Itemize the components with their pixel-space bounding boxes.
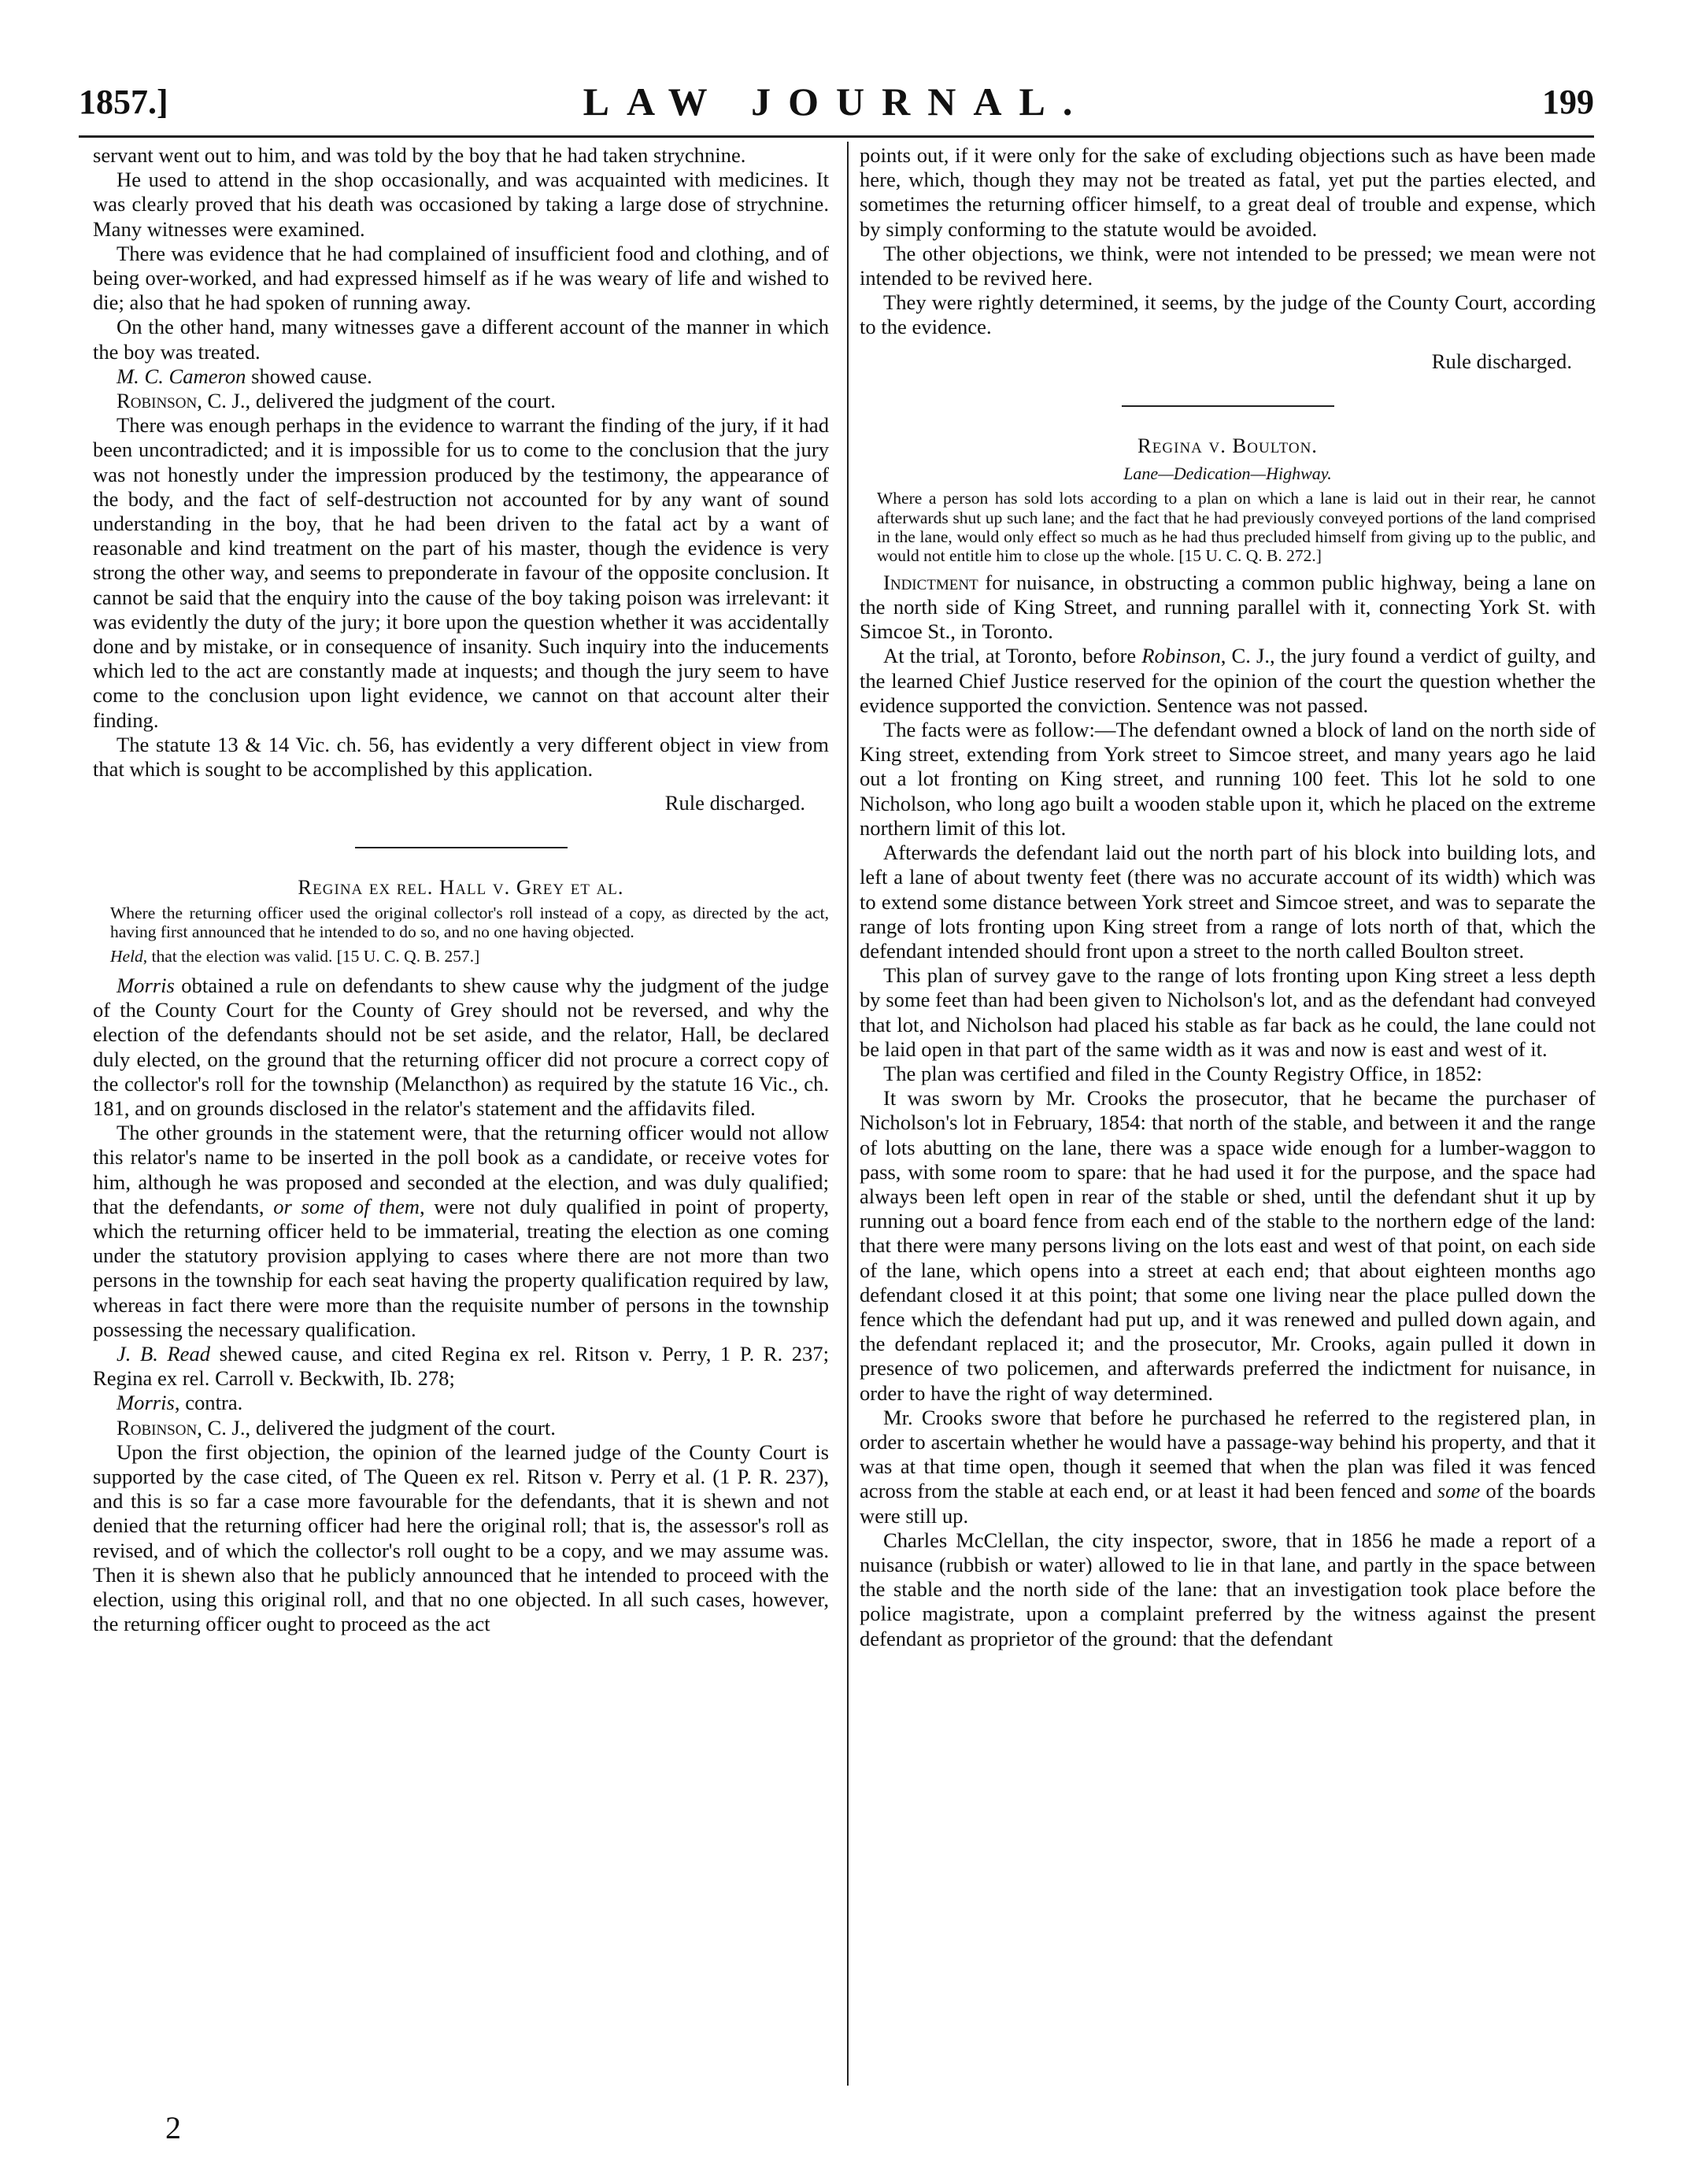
header-rule — [79, 135, 1594, 138]
case-separator — [355, 847, 568, 848]
paragraph: They were rightly determined, it seems, by the judge of the County Court, according to the evidence. — [860, 290, 1596, 339]
paragraph: The plan was certified and filed in the County Registry Office, in 1852: — [883, 1061, 1482, 1085]
paragraph: The statute 13 & 14 Vic. ch. 56, has evidently a very different object in view from that which is sought to be accomplished by this application. — [93, 732, 829, 782]
case-held: Held, that the election was valid. [15 U. C. Q. B. 257.] — [110, 946, 480, 966]
paragraph: Upon the first objection, the opinion of the learned judge of the County Court is supported by the case cited, of The Queen ex rel. Ritson v. Perry et al. (1 P. R. 237), and this is so far a case more favourable for the defendants, that it is shewn and not denied that the returning officer had here the original roll; that is, the assessor's roll as revised, and of which the collector's roll ought to be a copy, and we may assume was. Then it is shewn also that he publicly announced that he intended to proceed with the election, using this original roll, and that no one objected. In all such cases, however, the returning officer ought to proceed as the act — [93, 1439, 829, 1636]
judge-name: Robinson — [117, 389, 198, 413]
paragraph: The other grounds in the statement were, that the returning officer would not allow this relator's name to be inserted in the poll book as a candidate, or receive votes for him, although he was proposed and seconded at the election, and was duly qualified; that the defendants, or some of them, were not duly qualified in point of property, which the returning officer held to be immaterial, treating the election as one coming under the statutory provision applying to cases where there are not more than two persons in the township for each seat having the property qualification required by law, whereas in fact there were more than the requisite number of persons in the township possessing the necessary qualification. — [93, 1121, 829, 1341]
rule-discharged: Rule discharged. — [1431, 349, 1572, 373]
paragraph: On the other hand, many witnesses gave a different account of the manner in which the boy was treated. — [93, 315, 829, 364]
counsel-name: J. B. Read — [117, 1341, 211, 1365]
paragraph: M. C. Cameron showed cause. — [117, 364, 372, 388]
paragraph: There was evidence that he had complained of insufficient food and clothing, and of being over-worked, and had expressed himself as if he was weary of life and wished to die; also that he had spoken of running away. — [93, 241, 829, 315]
page-header — [79, 79, 1594, 126]
paragraph: Robinson, C. J., delivered the judgment of the court. — [117, 389, 556, 413]
rule-discharged: Rule discharged. — [664, 791, 805, 815]
paragraph: servant went out to him, and was told by the boy that he had taken strychnine. — [93, 143, 746, 167]
column-divider — [847, 142, 849, 2086]
paragraph: Charles McClellan, the city inspector, swore, that in 1856 he made a report of a nuisance (rubbish or water) allowed to lie in that lane, and partly in the space between the stable and the north side of the lane: that an investigation took place before the police magistrate, upon a complaint preferred by the witness against the present defendant as proprietor of the ground: that the defendant — [860, 1528, 1596, 1650]
right-column — [860, 143, 1596, 1651]
paragraph: J. B. Read shewed cause, and cited Regina ex rel. Ritson v. Perry, 1 P. R. 237; Regina ex rel. Carroll v. Beckwith, Ib. 278; — [93, 1341, 829, 1391]
case-title: Regina v. Boulton. — [1137, 433, 1318, 457]
case-title: Regina ex rel. Hall v. Grey et al. — [298, 875, 624, 900]
paragraph: Afterwards the defendant laid out the north part of his block into building lots, and left a lane of about twenty feet (there was no accurate account of its width) which was to extend some distance between York street and Simcoe street, and was to separate the range of lots fronting upon King street from a range of lots north of that, which the defendant intended should front upon a street to the north called Boulton street. — [860, 841, 1596, 963]
judge-name: Robinson — [117, 1415, 198, 1439]
paragraph: At the trial, at Toronto, before Robinson, C. J., the jury found a verdict of guilty, and the learned Chief Justice reserved for the opinion of the court the question whether the evidence supported the conviction. Sentence was not passed. — [860, 644, 1596, 717]
signature-mark: 2 — [165, 2110, 181, 2145]
paragraph: It was sworn by Mr. Crooks the prosecutor, that he became the purchaser of Nicholson's lot in February, 1854: that north of the stable, and between it and the range of lots abutting on the lane, there was a space wide enough for a lumber-waggon to pass, with some room to spare: that he had used it for the purpose, and the space had always been left open in rear of the stable or shed, until the defendant shut it up by running out a board fence from each end of the stable to the northern edge of the land: that there were many persons living on the lots east and west of that point, on each side of the lane, which opens into a street at each end; that about eighteen months ago defendant closed it at this point; that some one living near the place pulled down the fence which the defendant had put up, and it was renewed and pulled down again, and the defendant replaced it; and the prosecutor, Mr. Crooks, again pulled it down in presence of two policemen, and afterwards preferred the indictment for nuisance, in order to have the right of way determined. — [860, 1086, 1596, 1405]
paragraph: The other objections, we think, were not intended to be pressed; we mean were not intended to be revived here. — [860, 241, 1596, 290]
counsel-name: M. C. Cameron — [117, 364, 246, 388]
paragraph: He used to attend in the shop occasionally, and was acquainted with medicines. It was clearly proved that his death was occasioned by taking a large dose of strychnine. Many witnesses were examined. — [93, 168, 829, 241]
paragraph: Mr. Crooks swore that before he purchased he referred to the registered plan, in order to ascertain whether he would have a passage-way behind his property, and that it was at that time open, though it seemed that when the plan was filed it was fenced across from the stable at each end, or at least it had been fenced and some of the boards were still up. — [860, 1405, 1596, 1528]
paragraph: This plan of survey gave to the range of lots fronting upon King street a less depth by some feet than had been given to Nicholson's lot, and as the defendant had conveyed that lot, and Nicholson had placed his stable as far back as he could, the lane could not be laid open in that part of the same width as it was and now is east and west of it. — [860, 963, 1596, 1061]
paragraph: Robinson, C. J., delivered the judgment of the court. — [117, 1415, 556, 1439]
counsel-name: Morris — [117, 973, 175, 997]
paragraph: The facts were as follow:—The defendant owned a block of land on the north side of King street, extending from York street to Simcoe street, and many years ago he laid out a lot fronting on King street, and running 100 feet. This lot he sold to one Nicholson, who long ago built a wooden stable upon it, which he placed on the extreme northern limit of this lot. — [860, 718, 1596, 840]
paragraph: Morris, contra. — [117, 1391, 243, 1415]
paragraph: There was enough perhaps in the evidence to warrant the finding of the jury, if it had been uncontradicted; and it is impossible for us to come to the conclusion that the jury was not honestly under the impression produced by the testimony, the appearance of the body, and the fact of self-destruction not accounted for by any want of sound understanding in the boy, that he had been driven to the fatal act by a want of reasonable and kind treatment on the part of his master, though the evidence is very strong the other way, and seems to preponderate in favour of the opposite conclusion. It cannot be said that the enquiry into the cause of the boy taking poison was irrelevant: it was evidently the duty of the jury; it bore upon the question whether it was accidentally done and by mistake, or in consequence of insanity. Such inquiry into the inducements which led to the act are constantly made at inquests; and though the jury seem to have come to the conclusion upon light evidence, we cannot on that account alter their finding. — [93, 413, 829, 732]
case-subtitle: Lane—Dedication—Highway. — [1123, 464, 1332, 484]
counsel-name: Morris — [117, 1391, 175, 1415]
header-year: 1857.] — [79, 83, 168, 121]
paragraph: Indictment for nuisance, in obstructing a common public highway, being a lane on the north side of King Street, and running parallel with it, connecting York St. with Simcoe St., in Toronto. — [860, 570, 1596, 644]
case-headnote: Where a person has sold lots according to a plan on which a lane is laid out in their rear, he cannot afterwards shut up such lane; and the fact that he had previously conveyed portions of the land comprised in the lane, would only effect so much as he had thus precluded himself from giving up to the public, and would not entitle him to close up the whole. [15 U. C. Q. B. 272.] — [877, 489, 1596, 566]
header-title: LAW JOURNAL. — [583, 79, 1090, 124]
paragraph: points out, if it were only for the sake of excluding objections such as have been made here, which, though they may not be treated as fatal, yet put the parties elected, and sometimes the returning officer himself, to a great deal of trouble and expense, which by simply conforming to the statute would be avoided. — [860, 143, 1596, 241]
left-column — [93, 143, 829, 1636]
header-page-number: 199 — [1542, 83, 1594, 121]
case-separator — [1122, 405, 1334, 407]
case-headnote: Where the returning officer used the original collector's roll instead of a copy, as directed by the act, having first announced that he intended to do so, and no one having objected. — [110, 903, 829, 942]
paragraph: Morris obtained a rule on defendants to shew cause why the judgment of the judge of the County Court for the County of Grey should not be reversed, and why the election of the defendants should not be set aside, and the relator, Hall, be declared duly elected, on the ground that the returning officer did not procure a correct copy of the collector's roll for the township (Melancthon) as required by the statute 16 Vic., ch. 181, and on grounds disclosed in the relator's statement and the affidavits filed. — [93, 973, 829, 1120]
